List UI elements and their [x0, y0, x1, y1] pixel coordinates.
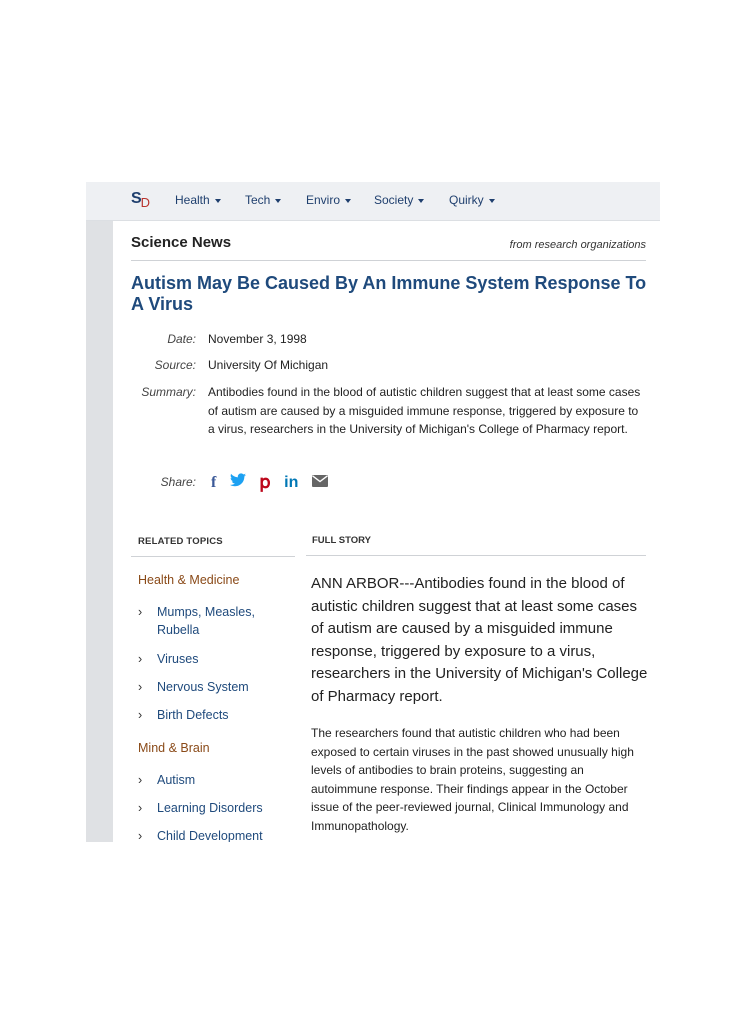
article-headline: Autism May Be Caused By An Immune System Response To A Virus	[131, 273, 647, 314]
topic-link[interactable]: › Learning Disorders	[138, 801, 263, 815]
summary-text: Antibodies found in the blood of autistic children suggest that at least some cases of autism are caused by a misguided immune response, triggered by exposure to a virus, researchers in the University of Michigan's College of Pharmacy report.	[208, 385, 641, 436]
category-health-medicine[interactable]: Health & Medicine	[138, 573, 240, 587]
nav-society[interactable]: Society	[374, 193, 424, 207]
left-sidebar-strip	[86, 221, 113, 842]
story-lede: ANN ARBOR---Antibodies found in the blood of autistic children suggest that at least some cases of autism are caused by a misguided immune response, triggered by exposure to a virus, researchers in the University of Michigan's College of Pharmacy report.	[311, 575, 648, 705]
divider	[306, 555, 646, 556]
category-mind-brain[interactable]: Mind & Brain	[138, 741, 210, 755]
chevron-right-icon: ›	[138, 605, 143, 619]
chevron-right-icon: ›	[138, 829, 143, 842]
facebook-icon[interactable]: f	[211, 473, 217, 491]
summary-label: Summary:	[141, 385, 196, 399]
topic-link[interactable]: › Birth Defects	[138, 708, 229, 722]
linkedin-icon[interactable]: in	[284, 473, 299, 491]
chevron-right-icon: ›	[138, 680, 143, 694]
twitter-icon[interactable]	[230, 473, 246, 492]
page-frame	[86, 182, 660, 842]
topic-link[interactable]: › Autism	[138, 773, 196, 787]
nav-tech[interactable]: Tech	[245, 193, 281, 207]
pinterest-icon[interactable]: 𝗉	[259, 472, 271, 492]
nav-quirky[interactable]: Quirky	[449, 193, 495, 207]
caret-down-icon	[489, 199, 495, 203]
date-label: Date:	[167, 332, 196, 346]
section-title: Science News	[131, 234, 232, 251]
story-paragraph: The researchers found that autistic children who had been exposed to certain viruses in the past showed unusually high levels of antibodies to brain proteins, suggesting an autoimmune response. Their findings appear in the October issue of the peer-reviewed journal, Clinical Immunology and Immunopathology.	[311, 726, 634, 833]
share-label: Share:	[160, 475, 196, 489]
chevron-right-icon: ›	[138, 652, 143, 666]
site-logo[interactable]: $S_D$	[131, 190, 150, 210]
caret-down-icon	[418, 199, 424, 203]
caret-down-icon	[215, 199, 221, 203]
chevron-right-icon: ›	[138, 773, 143, 787]
topic-link[interactable]: › Mumps, Measles, Rubella	[138, 605, 255, 637]
date-value: November 3, 1998	[208, 332, 307, 346]
topic-link[interactable]: › Child Development	[138, 827, 277, 842]
source-label: Source:	[154, 358, 196, 372]
chevron-right-icon: ›	[138, 708, 143, 722]
source-value: University Of Michigan	[208, 358, 329, 372]
caret-down-icon	[275, 199, 281, 203]
divider	[131, 260, 646, 261]
topic-link[interactable]: › Nervous System	[138, 680, 249, 694]
nav-health[interactable]: Health	[175, 193, 221, 207]
top-navbar	[86, 182, 660, 221]
topic-link[interactable]: › Viruses	[138, 652, 199, 666]
divider	[131, 556, 295, 557]
nav-enviro[interactable]: Enviro	[306, 193, 351, 207]
full-story-heading: FULL STORY	[312, 535, 371, 546]
caret-down-icon	[345, 199, 351, 203]
email-icon[interactable]	[312, 474, 328, 492]
share-icons	[211, 472, 337, 492]
chevron-right-icon: ›	[138, 801, 143, 815]
section-subtitle: from research organizations	[509, 239, 646, 251]
related-topics-heading: RELATED TOPICS	[138, 536, 223, 547]
